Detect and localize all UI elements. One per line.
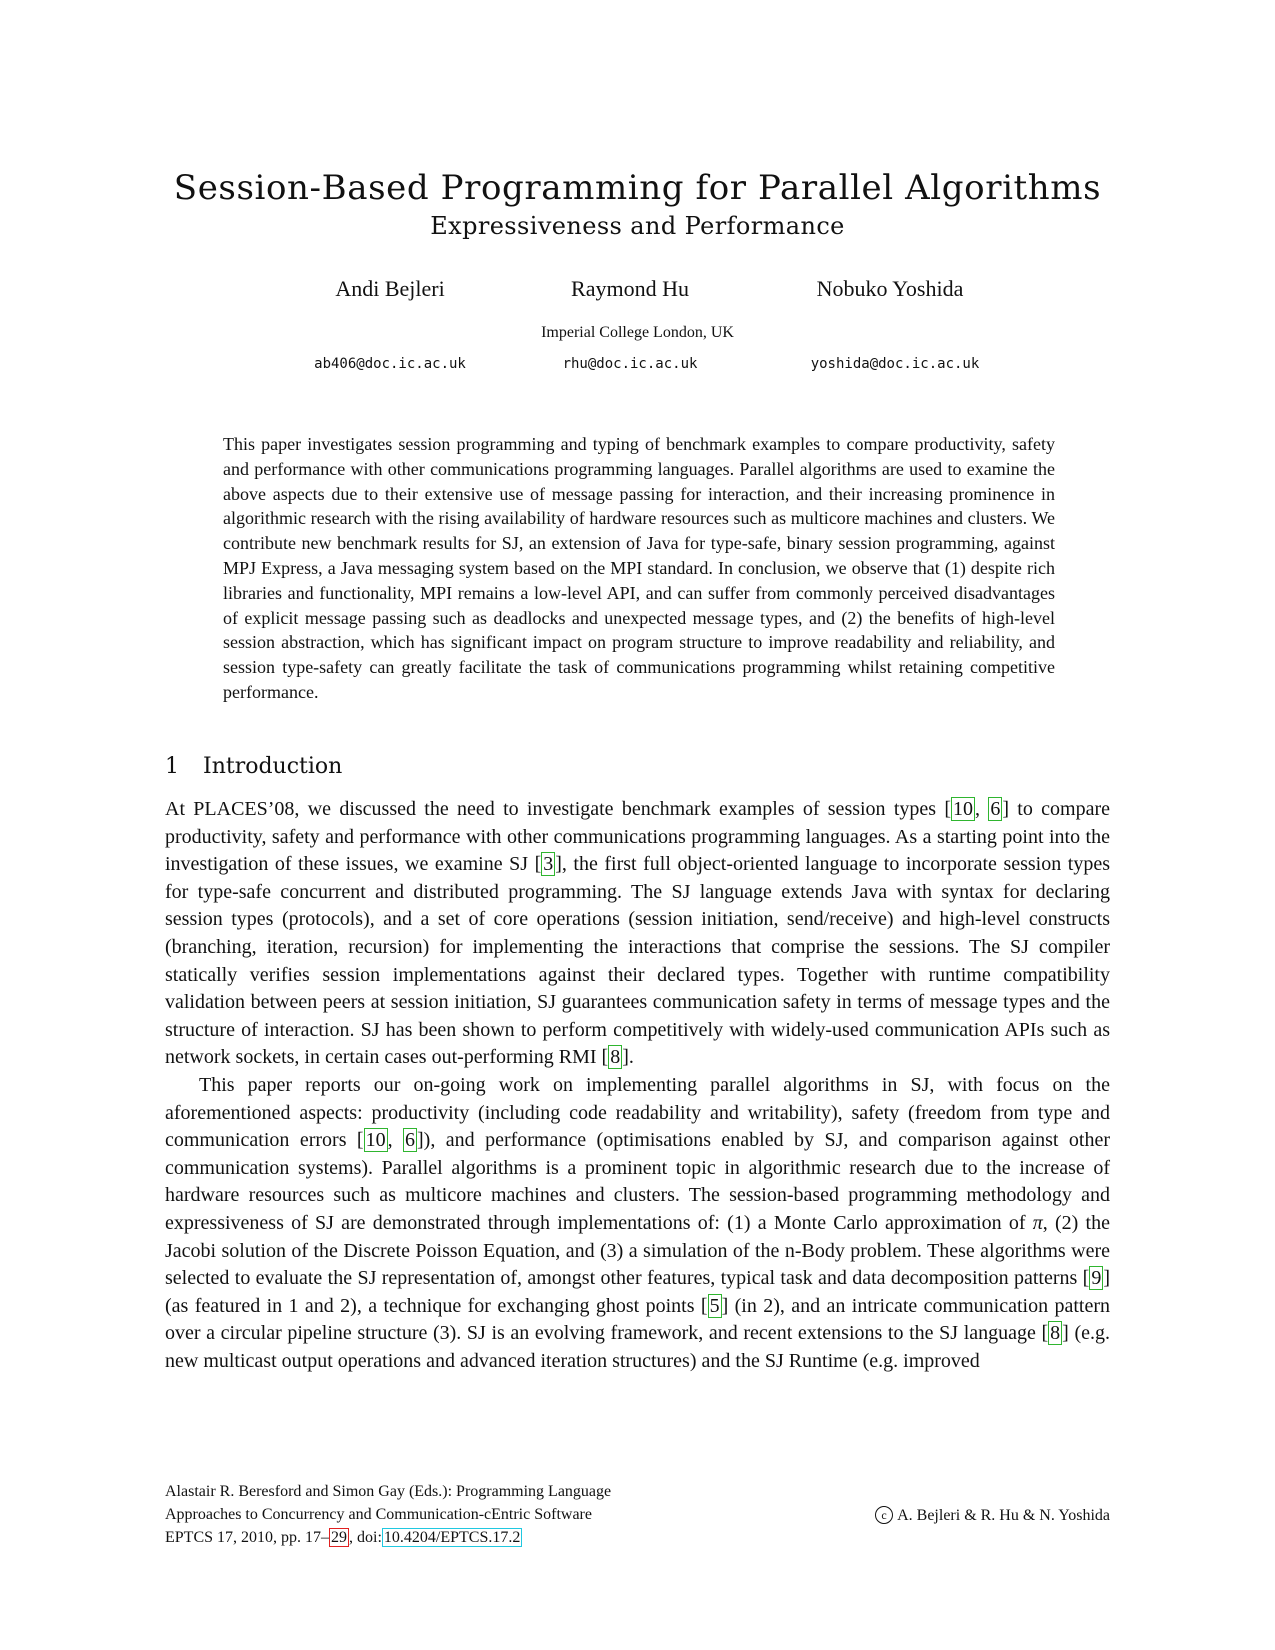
author-name: Andi Bejleri bbox=[335, 276, 445, 301]
text-run: ] (as featured in 1 and 2), a technique for exchanging ghost points [ bbox=[165, 1267, 1110, 1317]
paragraph bbox=[165, 796, 1110, 1072]
section-title: Introduction bbox=[203, 754, 343, 779]
text-run: , bbox=[387, 1129, 404, 1152]
citation-link[interactable]: 6 bbox=[990, 798, 1001, 820]
author-name: Nobuko Yoshida bbox=[816, 276, 964, 301]
text-run: At PLACES’08, we discussed the need to investigate benchmark examples of session types [ bbox=[165, 798, 952, 820]
paper-subtitle: Expressiveness and Performance bbox=[430, 212, 845, 240]
text-run: , bbox=[975, 798, 989, 820]
author-name: Raymond Hu bbox=[571, 276, 689, 301]
citation-link[interactable]: 5 bbox=[709, 1294, 720, 1317]
paragraph bbox=[165, 1072, 1110, 1376]
text-run: This paper reports our on-going work on implementing parallel algorithms in SJ, with focus on the aforementioned aspects: productivity (including code readability and writability), safety (freedom from type and communication errors [ bbox=[165, 1073, 1110, 1152]
doi-link[interactable]: 10.4204/EPTCS.17.2 bbox=[383, 1529, 521, 1546]
body-text bbox=[165, 796, 1110, 1375]
copyright-icon: c bbox=[875, 1506, 893, 1524]
citation-link[interactable]: 10 bbox=[365, 1129, 386, 1152]
text-run: , doi: bbox=[349, 1529, 382, 1546]
section-heading bbox=[165, 754, 342, 779]
text-run: ] to compare productivity, safety and performance with other communications programming languages. As a starting point into the investigation of these issues, we examine SJ [ bbox=[165, 798, 1110, 876]
author-affiliation: Imperial College London, UK bbox=[541, 324, 734, 341]
publication-info bbox=[165, 1480, 785, 1549]
author-email: yoshida@doc.ic.ac.uk bbox=[810, 356, 980, 372]
footer-line bbox=[165, 1526, 785, 1549]
paper-title: Session-Based Programming for Parallel Algorithms bbox=[173, 168, 1102, 208]
text-run: EPTCS 17, 2010, pp. 17– bbox=[165, 1529, 330, 1546]
text-run: ]), and performance (optimisations enabled by SJ, and comparison against other communication systems). Parallel algorithms is a prominent topic in algorithmic research due to the increase of hardware resources such as multicore machines and clusters. The session-based programming methodology and expressiveness of SJ are demonstrated through implementations of: (1) a Monte Carlo approximation of bbox=[165, 1129, 1111, 1234]
citation-link[interactable]: 8 bbox=[1050, 1322, 1061, 1345]
pi-symbol: π bbox=[1032, 1211, 1043, 1234]
text-run: , (2) the Jacobi solution of the Discrete Poisson Equation, and (3) a simulation of the n-Body problem. These algorithms were selected to evaluate the SJ representation of, amongst other features, typical task and data decomposition patterns [ bbox=[165, 1211, 1110, 1290]
citation-link[interactable]: 9 bbox=[1091, 1267, 1102, 1290]
footer-line: Alastair R. Beresford and Simon Gay (Eds.): Programming Language bbox=[165, 1483, 612, 1500]
citation-link[interactable]: 3 bbox=[543, 853, 554, 876]
author-email: rhu@doc.ic.ac.uk bbox=[562, 356, 698, 372]
last-page-link[interactable]: 29 bbox=[331, 1529, 348, 1546]
citation-link[interactable]: 6 bbox=[405, 1129, 416, 1152]
citation-link[interactable]: 8 bbox=[610, 1046, 621, 1069]
text-run: ]. bbox=[622, 1046, 634, 1069]
text-run: ], the first full object-oriented language to incorporate session types for type-safe concurrent and distributed programming. The SJ language extends Java with syntax for declaring session types (protocols), and a set of core operations (session initiation, send/receive) and high-level constructs (branching, iteration, recursion) for implementing the interactions that comprise the sessions. The SJ compiler statically verifies session implementations against their declared types. Together with runtime compatibility validation between peers at session initiation, SJ guarantees communication safety in terms of message types and the structure of interaction. SJ has been shown to perform competitively with widely-used communication APIs such as network sockets, in certain cases out-performing RMI [ bbox=[165, 853, 1110, 1069]
text-run: ] (in 2), and an intricate communication pattern over a circular pipeline structure (3). SJ is an evolving framework, and recent extensions to the SJ language [ bbox=[165, 1294, 1111, 1345]
abstract: This paper investigates session programming and typing of benchmark examples to compare productivity, safety and performance with other communications programming languages. Parallel algorithms are used to examine the above aspects due to their extensive use of message passing for interaction, and their increasing prominence in algorithmic research with the rising availability of hardware resources such as multicore machines and clusters. We contribute new benchmark results for SJ, an extension of Java for type-safe, binary session programming, against MPJ Express, a Java messaging system based on the MPI standard. In conclusion, we observe that (1) despite rich libraries and functionality, MPI remains a low-level API, and can suffer from commonly perceived disadvantages of explicit message passing such as deadlocks and unexpected message types, and (2) the benefits of high-level session abstraction, which has significant impact on program structure to improve readability and reliability, and session type-safety can greatly facilitate the task of communications programming whilst retaining competitive performance. bbox=[223, 434, 1055, 702]
citation-link[interactable]: 10 bbox=[953, 798, 974, 820]
footer-line: Approaches to Concurrency and Communication-cEntric Software bbox=[165, 1506, 592, 1523]
copyright-notice bbox=[875, 1504, 1110, 1527]
text-run: ] (e.g. new multicast output operations and advanced iteration structures) and the SJ Runtime (e.g. improved bbox=[165, 1322, 1110, 1372]
author-email: ab406@doc.ic.ac.uk bbox=[314, 356, 466, 372]
section-number: 1 bbox=[165, 754, 179, 779]
copyright-holders: A. Bejleri & R. Hu & N. Yoshida bbox=[897, 1507, 1110, 1524]
